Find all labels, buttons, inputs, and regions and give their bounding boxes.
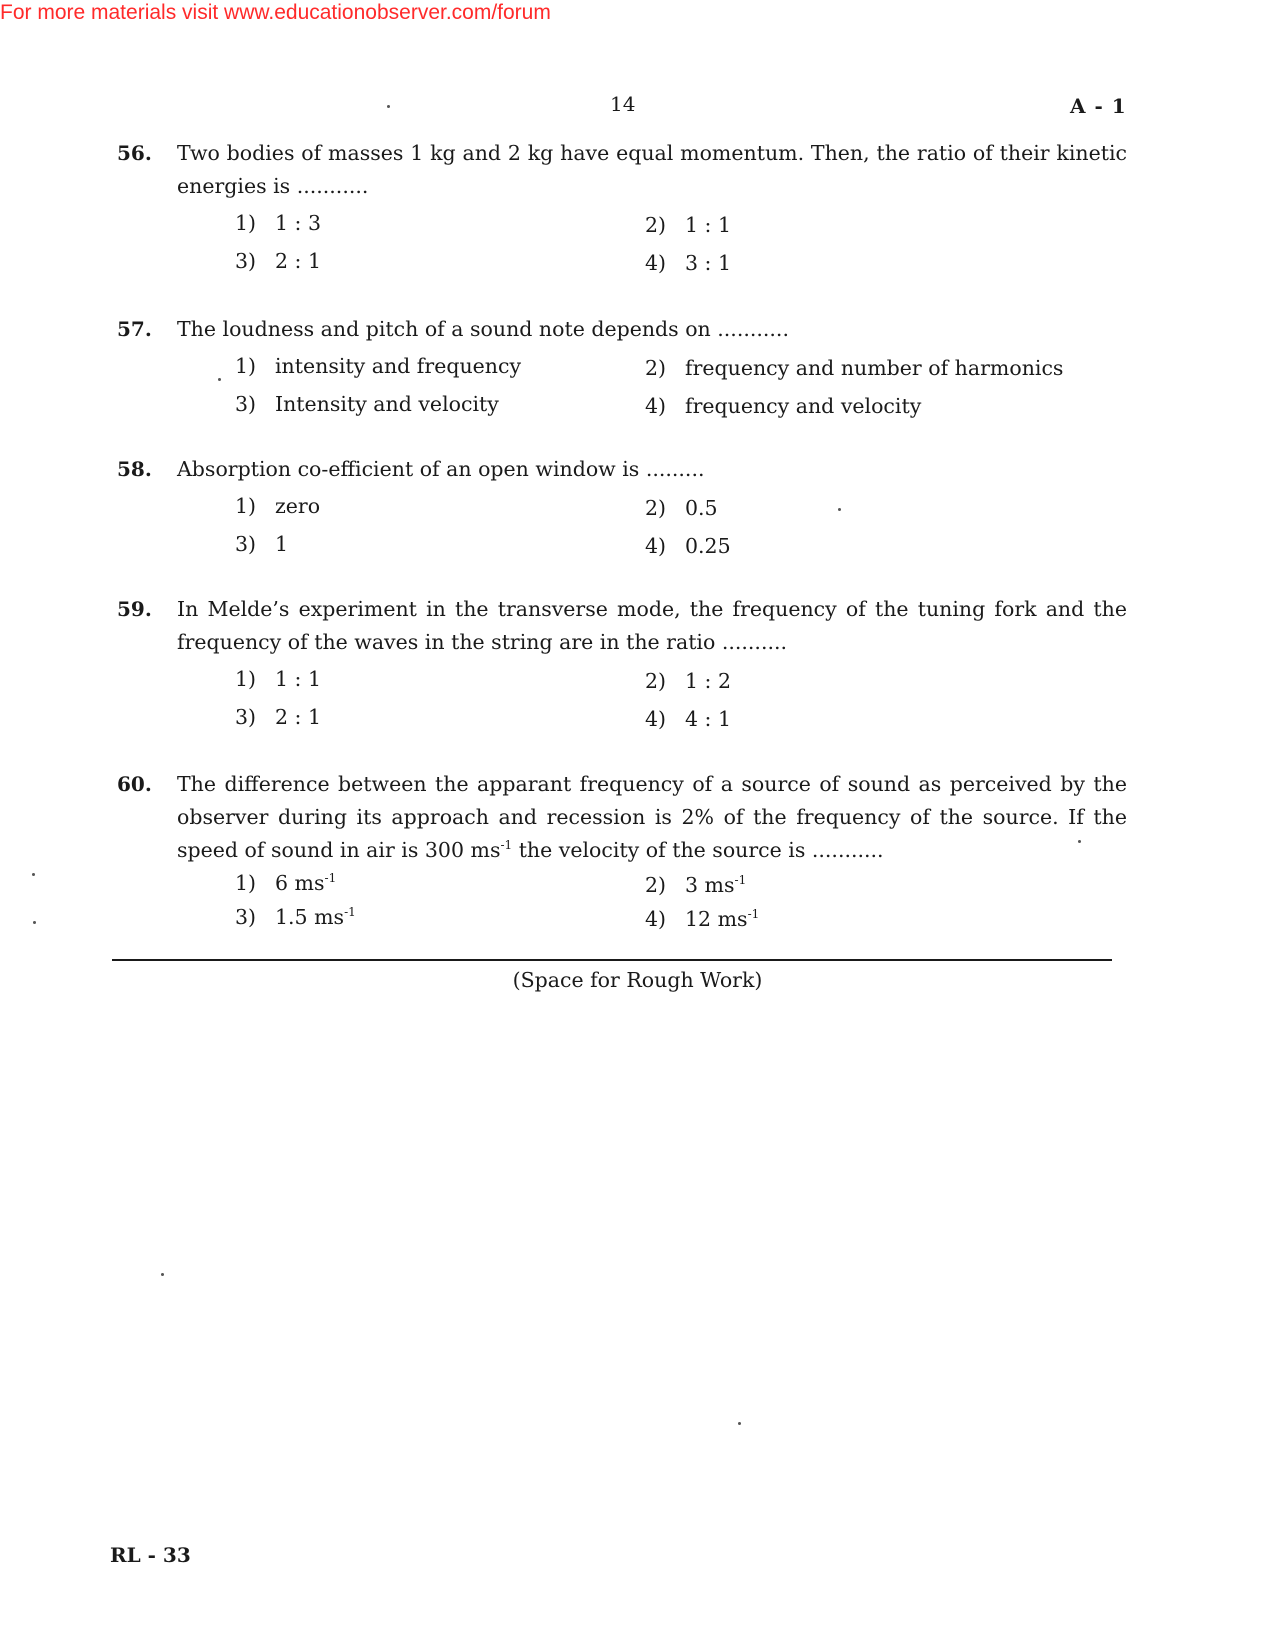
option-3: [235, 530, 288, 558]
option-text: 1.5 ms: [275, 905, 345, 929]
options: [235, 209, 1127, 283]
forum-link[interactable]: For more materials visit www.educationobserver.com/forum: [0, 1, 551, 24]
option-1: [235, 492, 320, 520]
question-60: [117, 768, 1127, 935]
option-label: 2): [645, 669, 667, 693]
options: [235, 665, 1127, 739]
option-text: 1 : 1: [275, 667, 322, 691]
scan-speck: [32, 873, 35, 876]
rough-work-label: (Space for Rough Work): [512, 968, 763, 992]
option-text: 0.25: [685, 534, 731, 558]
option-3: [235, 390, 499, 418]
superscript: -1: [344, 905, 356, 920]
option-4: [645, 705, 731, 733]
option-4: [645, 532, 731, 560]
superscript: -1: [734, 873, 747, 888]
question-number: 59.: [117, 597, 152, 621]
option-text: frequency and velocity: [685, 394, 922, 418]
superscript: -1: [324, 871, 337, 886]
divider-rule: [112, 959, 1112, 961]
option-2: [645, 494, 718, 522]
question-text-part: The difference between the apparant frequency of a source of sound as perceived by the observer during its approach and recession is 2% of the frequency of the source. If the speed of sound in air is 300 ms: [177, 772, 1127, 862]
question-59: [117, 593, 1127, 739]
option-label: 4): [645, 251, 667, 275]
option-text: 1: [275, 532, 289, 556]
option-text: 1 : 3: [275, 211, 322, 235]
question-number: 58.: [117, 457, 152, 481]
option-text: Intensity and velocity: [275, 392, 499, 416]
scan-speck: [161, 1273, 164, 1276]
option-label: 1): [235, 871, 257, 895]
option-label: 2): [645, 496, 667, 520]
question-text: In Melde’s experiment in the transverse mode, the frequency of the tuning fork and the frequency of the waves in the string are in the ratio ..........: [177, 597, 1127, 654]
question-text-part: the velocity of the source is ...........: [512, 838, 884, 862]
option-label: 2): [645, 356, 667, 380]
option-label: 1): [235, 354, 257, 378]
option-text: 1 : 1: [685, 213, 732, 237]
option-label: 4): [645, 907, 667, 931]
option-1: [235, 209, 321, 237]
option-text: 3 : 1: [685, 251, 732, 275]
superscript: -1: [500, 838, 513, 853]
option-label: 2): [645, 873, 667, 897]
option-text: zero: [275, 494, 321, 518]
option-label: 1): [235, 667, 257, 691]
footer-code: RL - 33: [110, 1543, 191, 1567]
option-text: frequency and number of harmonics: [685, 356, 1064, 380]
option-2: [645, 211, 731, 239]
scan-speck: [387, 105, 390, 108]
option-text: intensity and frequency: [275, 354, 522, 378]
option-4: [645, 249, 731, 277]
paper-code: A - 1: [1070, 94, 1127, 118]
option-text: 0.5: [685, 496, 718, 520]
option-label: 3): [235, 905, 257, 929]
option-label: 3): [235, 249, 257, 273]
options: [235, 869, 1127, 935]
options: [235, 352, 1127, 426]
scan-speck: [1078, 840, 1081, 843]
question-number: 57.: [117, 317, 152, 341]
option-2: [645, 354, 1063, 382]
option-label: 3): [235, 705, 257, 729]
question-57: [117, 313, 1127, 426]
option-3: [235, 247, 321, 275]
superscript: -1: [747, 907, 760, 922]
option-text: 2 : 1: [275, 705, 322, 729]
option-4: [645, 905, 759, 933]
question-text: The loudness and pitch of a sound note depends on ...........: [177, 317, 789, 341]
question-text: Two bodies of masses 1 kg and 2 kg have equal momentum. Then, the ratio of their kinetic energies is ...........: [177, 141, 1127, 198]
option-text: 6 ms: [275, 871, 325, 895]
option-text: 12 ms: [685, 907, 748, 931]
option-label: 4): [645, 534, 667, 558]
option-text: 1 : 2: [685, 669, 732, 693]
options: [235, 492, 1127, 566]
page-number: 14: [610, 92, 636, 116]
option-4: [645, 392, 921, 420]
option-2: [645, 871, 746, 899]
question-number: 56.: [117, 141, 152, 165]
option-1: [235, 352, 521, 380]
question-text: Absorption co-efficient of an open window is .........: [177, 457, 705, 481]
option-label: 3): [235, 392, 257, 416]
option-label: 3): [235, 532, 257, 556]
scan-speck: [838, 508, 841, 511]
option-text: 3 ms: [685, 873, 735, 897]
question-56: [117, 137, 1127, 283]
option-text: 2 : 1: [275, 249, 322, 273]
option-text: 4 : 1: [685, 707, 732, 731]
question-number: 60.: [117, 772, 152, 796]
option-3: [235, 903, 356, 931]
option-1: [235, 869, 336, 897]
option-2: [645, 667, 731, 695]
question-text: [177, 768, 1127, 867]
option-3: [235, 703, 321, 731]
scan-speck: [738, 1422, 741, 1425]
option-label: 4): [645, 394, 667, 418]
scan-speck: [218, 378, 221, 381]
scan-speck: [33, 921, 36, 924]
option-label: 2): [645, 213, 667, 237]
option-label: 4): [645, 707, 667, 731]
option-1: [235, 665, 321, 693]
question-58: [117, 453, 1127, 566]
option-label: 1): [235, 211, 257, 235]
option-label: 1): [235, 494, 257, 518]
